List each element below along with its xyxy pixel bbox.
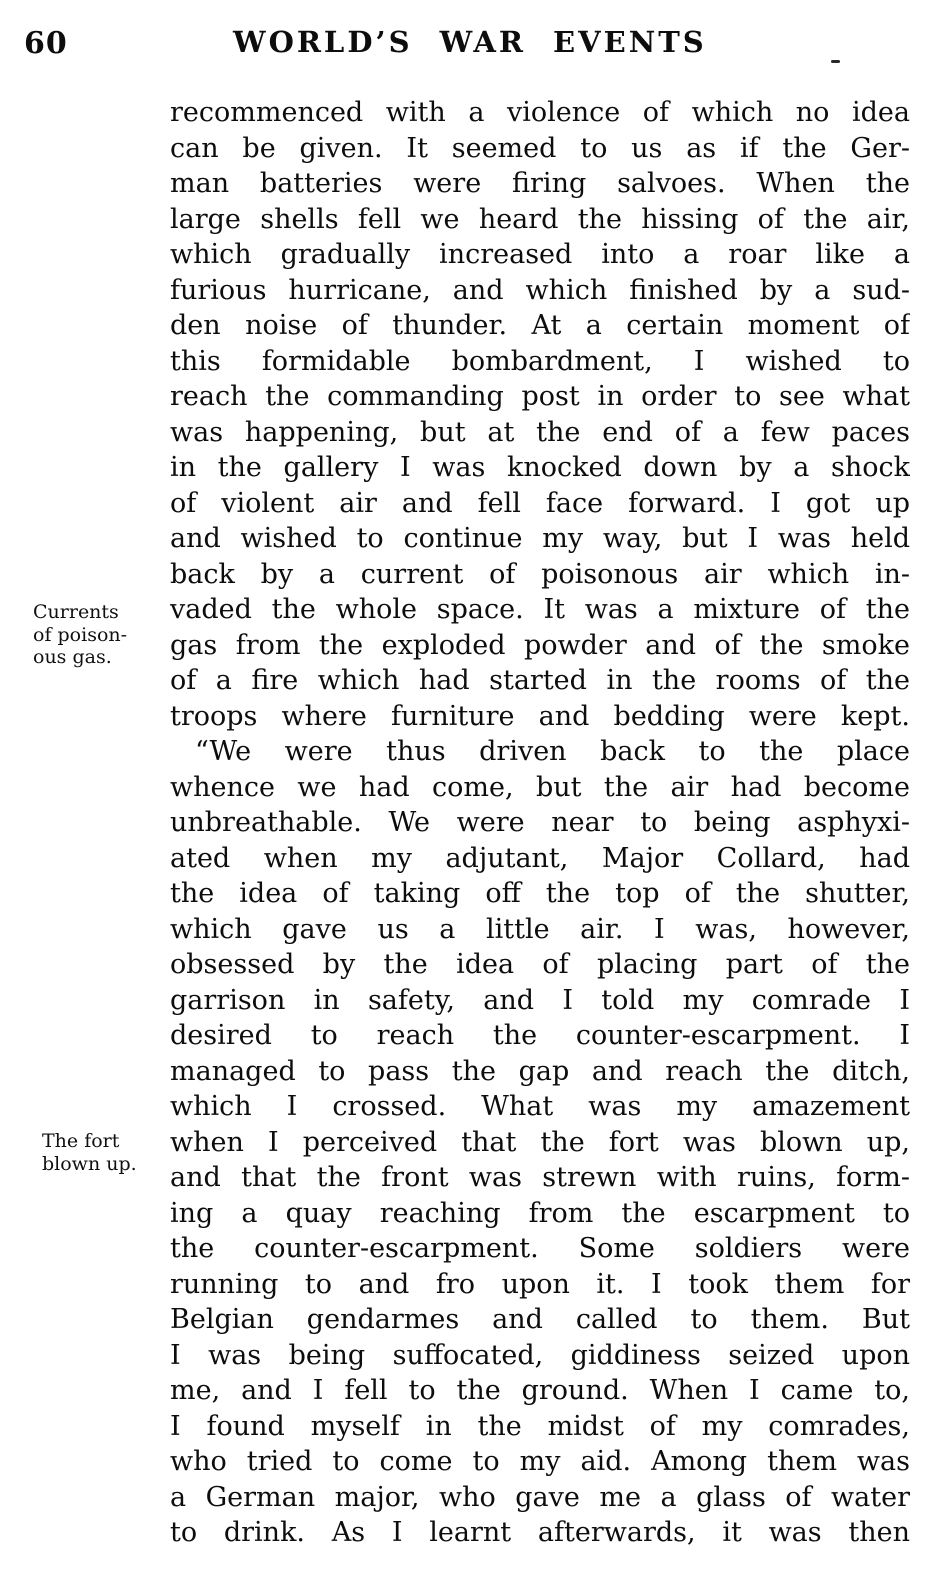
margin-note-currents-of-poisonous-gas — [33, 601, 167, 669]
text-line: to drink. As I learnt afterwards, it was then — [170, 1517, 910, 1548]
text-line: whence we had come, but the air had become — [170, 771, 910, 803]
text-line: man batteries were firing salvoes. When the — [170, 168, 910, 199]
margin-note-line: of poison- — [33, 623, 128, 646]
text-line: who tried to come to my aid. Among them was — [170, 1446, 910, 1477]
text-line: in the gallery I was knocked down by a shock — [170, 452, 910, 483]
text-line: troops where furniture and bedding were kept. — [170, 700, 910, 732]
text-line: the idea of taking off the top of the shutter, — [170, 878, 910, 909]
page-number: 60 — [24, 26, 68, 61]
text-line: running to and fro upon it. I took them for — [170, 1268, 910, 1300]
text-line: ing a quay reaching from the escarpment to — [170, 1197, 910, 1229]
text-line: vaded the whole space. It was a mixture of the — [170, 594, 910, 625]
text-line: garrison in safety, and I told my comrade I — [170, 984, 910, 1016]
text-line: recommenced with a violence of which no idea — [170, 97, 910, 128]
text-line: obsessed by the idea of placing part of the — [170, 949, 910, 980]
text-line: den noise of thunder. At a certain moment of — [170, 310, 910, 341]
text-line: which gradually increased into a roar like a — [170, 239, 910, 270]
text-line: unbreathable. We were near to being asphyxi- — [170, 807, 910, 838]
margin-note-line: ous gas. — [33, 646, 112, 668]
text-line: and wished to continue my way, but I was held — [170, 523, 910, 554]
text-line: gas from the exploded powder and of the smoke — [170, 629, 910, 661]
scan-artifact-mark — [831, 60, 840, 63]
text-line: I found myself in the midst of my comrades, — [170, 1410, 910, 1442]
text-line: of violent air and fell face forward. I got up — [170, 487, 910, 519]
text-line: Belgian gendarmes and called to them. But — [170, 1304, 910, 1335]
text-line: managed to pass the gap and reach the ditch, — [170, 1055, 910, 1087]
margin-note-fort-blown-up — [42, 1130, 176, 1175]
text-line: reach the commanding post in order to see what — [170, 381, 910, 412]
text-line: when I perceived that the fort was blown up, — [170, 1126, 910, 1158]
text-line: furious hurricane, and which finished by a sud- — [170, 274, 910, 306]
text-line: which gave us a little air. I was, however, — [170, 913, 910, 945]
running-title: WORLD’S WAR EVENTS — [233, 25, 707, 59]
text-line: me, and I fell to the ground. When I came to, — [170, 1375, 910, 1406]
text-line: desired to reach the counter-escarpment. I — [170, 1020, 910, 1051]
text-line: back by a current of poisonous air which in- — [170, 558, 910, 590]
text-line: “We were thus driven back to the place — [195, 736, 910, 767]
margin-note-line: Currents — [33, 601, 119, 623]
text-line: of a fire which had started in the rooms of the — [170, 665, 910, 696]
text-line: and that the front was strewn with ruins, form- — [170, 1162, 910, 1193]
text-line: large shells fell we heard the hissing of the air, — [170, 203, 910, 235]
text-line: a German major, who gave me a glass of water — [170, 1481, 910, 1513]
text-line: was happening, but at the end of a few paces — [170, 416, 910, 448]
text-line: ated when my adjutant, Major Collard, had — [170, 842, 910, 874]
body-text-column — [170, 95, 910, 1551]
margin-note-line: blown up. — [42, 1152, 137, 1175]
text-line: I was being suffocated, giddiness seized upon — [170, 1339, 910, 1371]
text-line: this formidable bombardment, I wished to — [170, 345, 910, 377]
text-line: the counter-escarpment. Some soldiers were — [170, 1233, 910, 1264]
margin-note-line: The fort — [42, 1130, 120, 1152]
text-line: which I crossed. What was my amazement — [170, 1091, 910, 1122]
text-line: can be given. It seemed to us as if the Ger- — [170, 132, 910, 164]
